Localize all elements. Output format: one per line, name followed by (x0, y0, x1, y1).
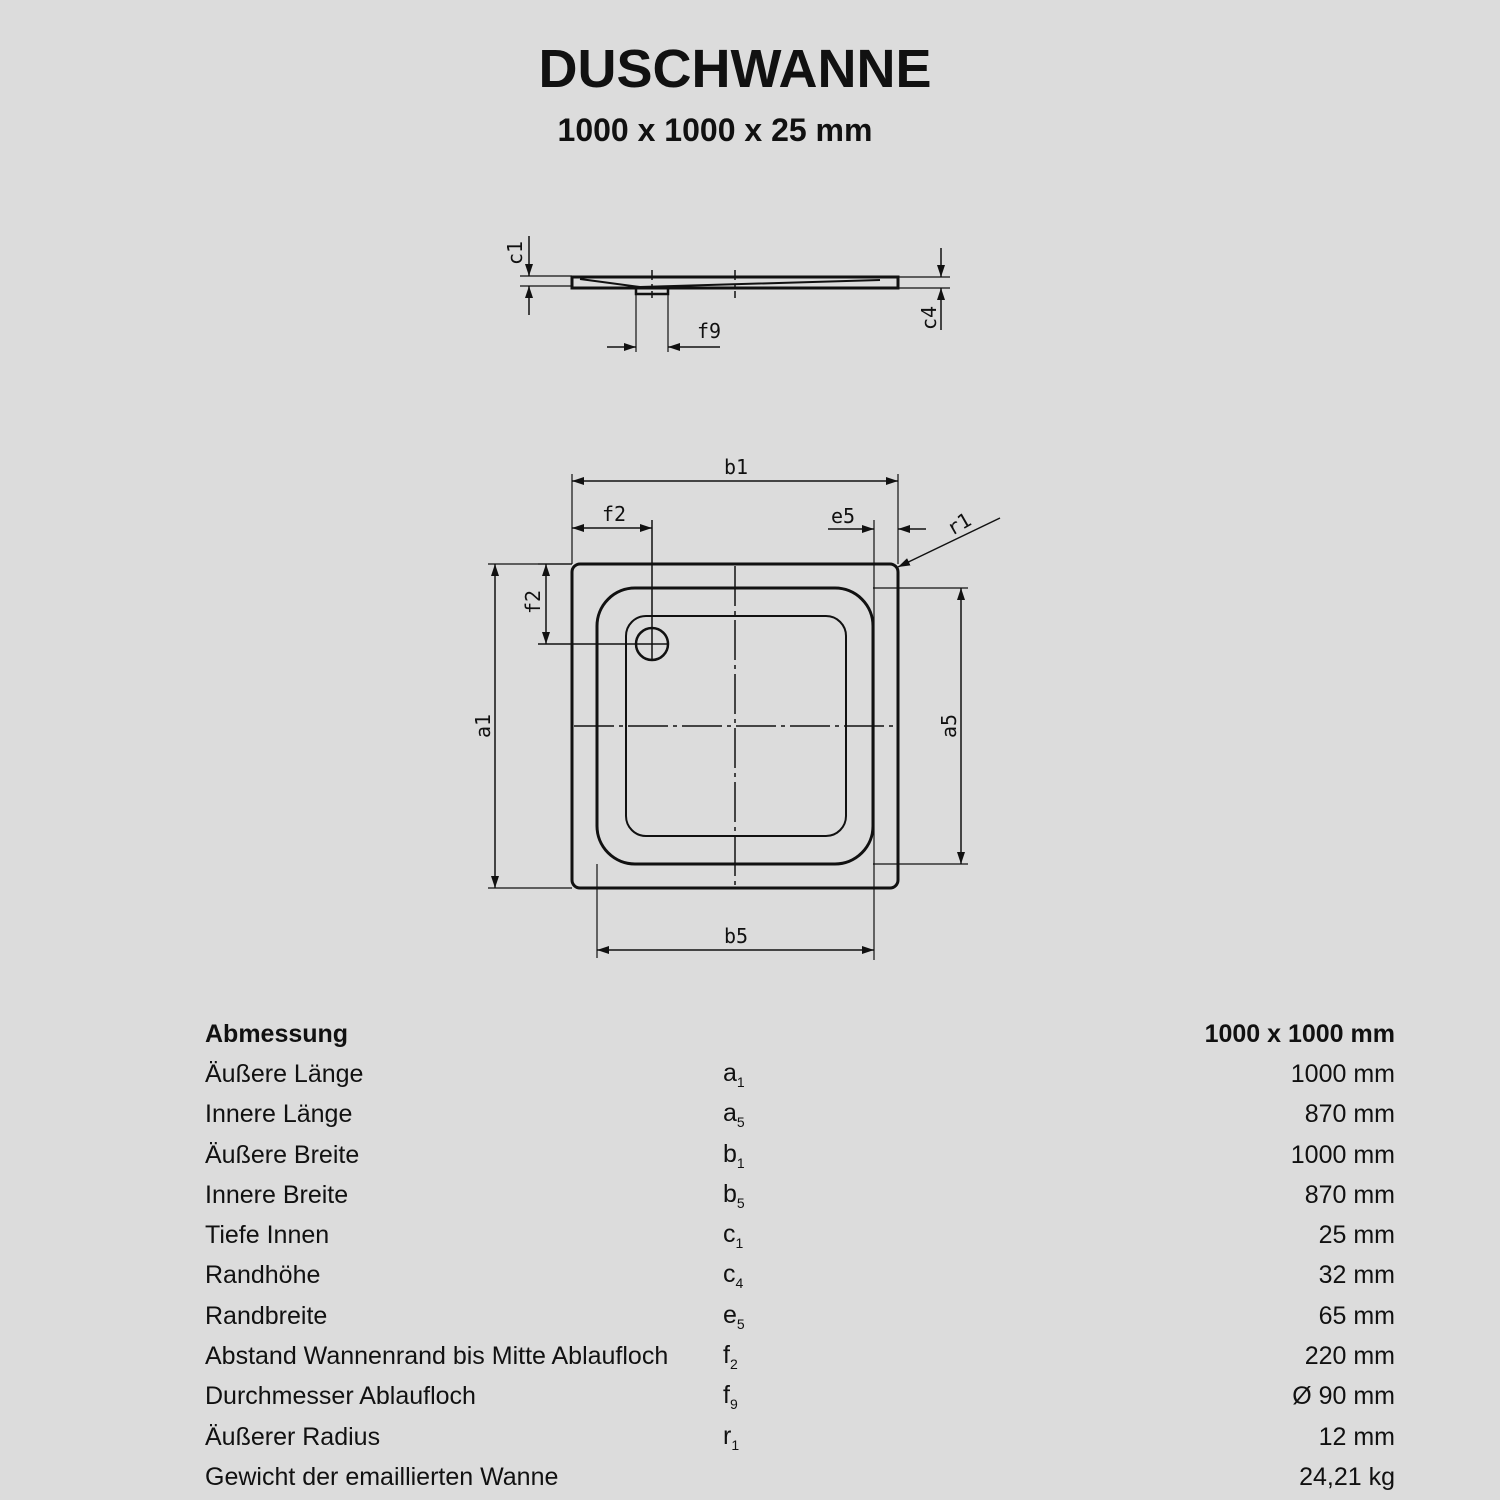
label-b5: b5 (724, 924, 749, 948)
row-symbol (723, 1256, 1023, 1296)
symbol-letter: e (723, 1300, 737, 1329)
symbol-index: 1 (731, 1436, 740, 1453)
row-value: 1000 mm (1290, 1059, 1395, 1088)
row-value: Ø 90 mm (1292, 1382, 1395, 1411)
header-value: 1000 x 1000 mm (1204, 1019, 1395, 1048)
label-f2-horizontal: f2 (602, 502, 627, 526)
symbol-letter: a (723, 1099, 737, 1128)
row-symbol (723, 1296, 1023, 1336)
symbol-index: 9 (729, 1396, 738, 1413)
label-e5: e5 (831, 504, 856, 528)
symbol-index: 5 (736, 1315, 745, 1332)
table-row (205, 1135, 1395, 1175)
table-row (205, 1457, 1395, 1497)
symbol-letter: f (723, 1381, 730, 1410)
label-c1: c1 (503, 240, 527, 265)
table-row (205, 1417, 1395, 1457)
row-label: Abstand Wannenrand bis Mitte Ablaufloch (205, 1342, 669, 1371)
symbol-letter: b (723, 1139, 737, 1168)
row-value: 65 mm (1318, 1301, 1395, 1330)
row-value: 220 mm (1304, 1342, 1395, 1371)
row-label: Äußere Breite (205, 1140, 360, 1169)
symbol-index: 5 (736, 1194, 745, 1211)
row-label: Randbreite (205, 1301, 328, 1330)
label-b1: b1 (724, 455, 749, 479)
symbol-letter: b (723, 1179, 737, 1208)
row-label: Äußere Länge (205, 1059, 364, 1088)
table-row (205, 1095, 1395, 1135)
side-view (520, 236, 950, 352)
dimensions-table (205, 1014, 1395, 1498)
symbol-index: 1 (736, 1154, 745, 1171)
row-symbol (723, 1457, 1023, 1497)
row-label: Randhöhe (205, 1261, 321, 1290)
symbol-index: 4 (735, 1275, 744, 1292)
table-row (205, 1175, 1395, 1215)
header-symbol (723, 1014, 1023, 1054)
row-symbol (723, 1095, 1023, 1135)
row-symbol (723, 1215, 1023, 1255)
table-header-row (205, 1014, 1395, 1054)
label-f2-vertical: f2 (521, 589, 545, 614)
row-symbol (723, 1175, 1023, 1215)
label-a1: a1 (471, 713, 495, 738)
row-symbol (723, 1417, 1023, 1457)
symbol-letter: a (723, 1058, 737, 1087)
symbol-index: 5 (736, 1114, 745, 1131)
row-symbol (723, 1054, 1023, 1094)
table-row (205, 1336, 1395, 1376)
header-label: Abmessung (205, 1019, 349, 1048)
row-value: 870 mm (1304, 1180, 1395, 1209)
row-label: Äußerer Radius (205, 1422, 381, 1451)
label-f9: f9 (697, 319, 722, 343)
table-row (205, 1377, 1395, 1417)
symbol-letter: f (723, 1341, 730, 1370)
page-title: DUSCHWANNE (538, 39, 932, 99)
symbol-letter: c (723, 1220, 736, 1249)
symbol-letter: r (723, 1421, 732, 1450)
label-a5: a5 (937, 713, 961, 738)
symbol-index: 1 (735, 1235, 744, 1252)
row-value: 12 mm (1318, 1422, 1395, 1451)
table-row (205, 1296, 1395, 1336)
row-symbol (723, 1135, 1023, 1175)
table-row (205, 1054, 1395, 1094)
page-subtitle: 1000 x 1000 x 25 mm (557, 112, 873, 148)
row-label: Tiefe Innen (205, 1221, 330, 1250)
table-row (205, 1256, 1395, 1296)
row-value: 1000 mm (1290, 1140, 1395, 1169)
label-r1: r1 (942, 507, 976, 541)
side-view-inner-slope (580, 279, 880, 287)
table-row (205, 1215, 1395, 1255)
row-label: Innere Breite (205, 1180, 349, 1209)
top-view (488, 474, 1000, 960)
row-label: Durchmesser Ablaufloch (205, 1382, 476, 1411)
row-value: 25 mm (1318, 1221, 1395, 1250)
row-value: 870 mm (1304, 1100, 1395, 1129)
symbol-index: 2 (729, 1356, 738, 1373)
row-label: Innere Länge (205, 1100, 353, 1129)
label-c4: c4 (917, 305, 941, 330)
row-value: 24,21 kg (1299, 1462, 1395, 1491)
row-symbol (723, 1336, 1023, 1376)
row-label: Gewicht der emaillierten Wanne (205, 1462, 559, 1491)
symbol-letter: c (723, 1260, 736, 1289)
symbol-index: 1 (736, 1073, 745, 1090)
row-value: 32 mm (1318, 1261, 1395, 1290)
row-symbol (723, 1377, 1023, 1417)
